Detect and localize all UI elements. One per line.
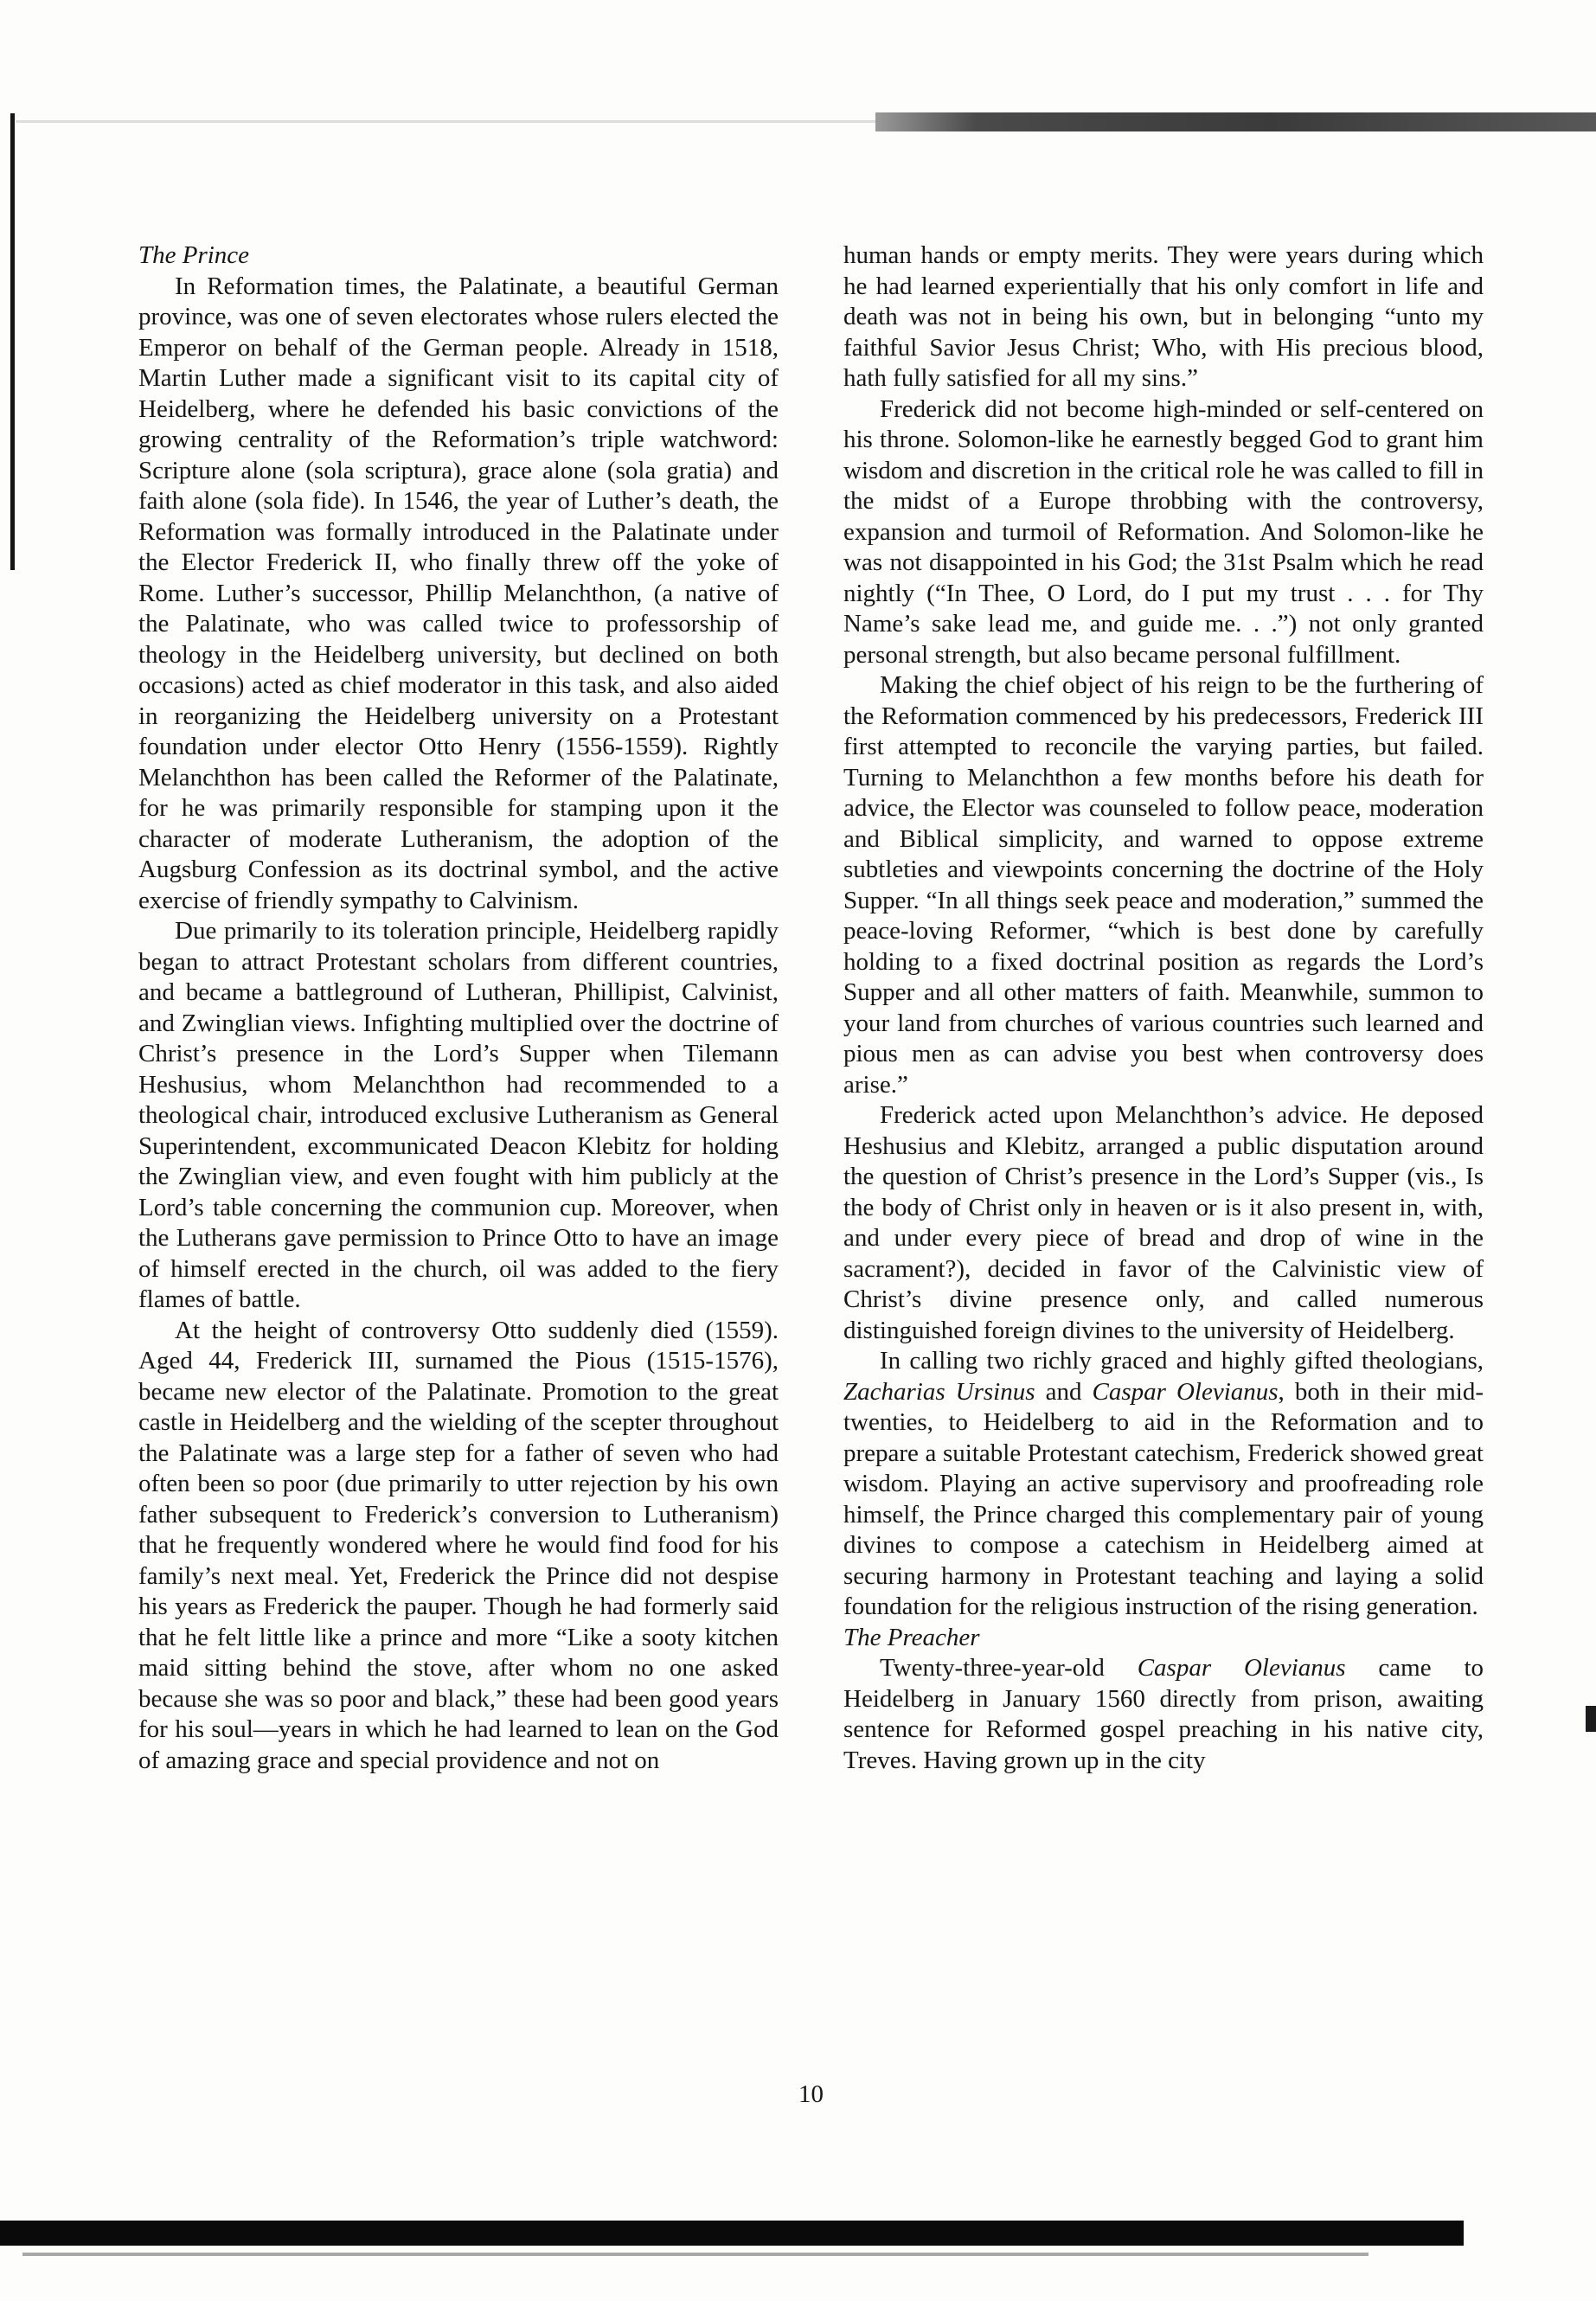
paragraph-8-text-post: came to Heidelberg in January 1560 directly from prison, awaiting sentence for Reformed gospel preaching in his native city, Treves. Having grown up in the city <box>843 1654 1484 1774</box>
section-heading-the-preacher: The Preacher <box>843 1623 980 1651</box>
paragraph-7 <box>843 1346 1484 1623</box>
scan-artifact-right-edge <box>1586 1706 1596 1732</box>
paragraph-6: Frederick acted upon Melanchthon’s advice. He deposed Heshusius and Klebitz, arranged a public disputation around the question of Christ’s presence in the Lord’s Supper (vis., Is the body of Christ only in heaven or is it also present in, with, and under every piece of bread and drop of wine in the sacrament?), decided in favor of the Calvinistic view of Christ’s divine presence only, and called numerous distinguished foreign divines to the university of Heidelberg. <box>843 1101 1484 1344</box>
name-caspar-olevianus: Caspar Olevianus <box>1092 1377 1279 1406</box>
scan-artifact-left-edge <box>10 113 15 570</box>
scan-artifact-top-band <box>875 112 1596 131</box>
scan-artifact-top-line <box>16 120 881 123</box>
paragraph-3-continued: human hands or empty merits. They were years during which he had learned experientially that his only comfort in life and death was not in being his own, but in belonging “unto my faithful Savior Jesus Christ; Who, with His precious blood, hath fully satisfied for all my sins.” <box>843 241 1484 392</box>
column-right <box>843 240 1484 1776</box>
scan-artifact-bottom-line <box>22 2253 1368 2256</box>
page-number: 10 <box>798 2080 824 2108</box>
paragraph-3: At the height of controversy Otto suddenly died (1559). Aged 44, Frederick III, surnamed the Pious (1515-1576), became new elector of the Palatinate. Promotion to the great castle in Heidelberg and the wielding of the scepter throughout the Palatinate was a large step for a father of seven who had often been so poor (due primarily to utter rejection by his own father subsequent to Frederick’s conversion to Lutheranism) that he frequently wondered where he would find food for his family’s next meal. Yet, Frederick the Prince did not despise his years as Frederick the pauper. Though he had formerly said that he felt little like a prince and more “Like a sooty kitchen maid sitting behind the stove, after whom no one asked because she was so poor and black,” these had been good years for his soul—years in which he had learned to lean on the God of amazing grace and special providence and not on <box>138 1316 779 1774</box>
name-caspar-olevianus: Caspar Olevianus <box>1137 1654 1346 1682</box>
paragraph-7-text-post: , both in their mid-twenties, to Heidelberg to aid in the Reformation and to prepare a suitable Protestant catechism, Frederick showed great wisdom. Playing an active supervisory and proofreading role himself, the Prince charged this complementary pair of young divines to compose a catechism in Heidelberg aimed at securing harmony in Protestant teaching and laying a solid foundation for the religious instruction of the rising generation. <box>843 1377 1484 1620</box>
paragraph-5: Making the chief object of his reign to be the furthering of the Reformation commenced by his predecessors, Frederick III first attempted to reconcile the varying parties, but failed. Turning to Melanchthon a few months before his death for advice, the Elector was counseled to follow peace, moderation and Biblical simplicity, and warned to oppose extreme subtleties and viewpoints concerning the doctrine of the Holy Supper. “In all things seek peace and moderation,” summed the peace-loving Reformer, “which is best done by carefully holding to a fixed doctrinal position as regards the Lord’s Supper and all other matters of faith. Meanwhile, summon to your land from churches of various countries such learned and pious men as can advise you best when controversy does arise.” <box>843 671 1484 1099</box>
name-zacharias-ursinus: Zacharias Ursinus <box>843 1377 1035 1406</box>
paragraph-8-text-pre: Twenty-three-year-old <box>880 1654 1138 1682</box>
scan-artifact-bottom-bar <box>0 2221 1464 2246</box>
paragraph-7-text-mid: and <box>1035 1377 1093 1406</box>
paragraph-4: Frederick did not become high-minded or self-centered on his throne. Solomon-like he earnestly begged God to grant him wisdom and discretion in the critical role he was called to fill in the midst of a Europe throbbing with the controversy, expansion and turmoil of Reformation. And Solomon-like he was not disappointed in his God; the 31st Psalm which he read nightly (“In Thee, O Lord, do I put my trust . . . for Thy Name’s sake lead me, and guide me. . .”) not only granted personal strength, but also became personal fulfillment. <box>843 394 1484 669</box>
column-left <box>138 240 779 1776</box>
section-heading-the-prince: The Prince <box>138 241 250 269</box>
paragraph-7-text-pre: In calling two richly graced and highly gifted theologians, <box>880 1347 1484 1375</box>
paragraph-2: Due primarily to its toleration principle, Heidelberg rapidly began to attract Protestant scholars from different countries, and became a battleground of Lutheran, Phillipist, Calvinist, and Zwinglian views. Infighting multiplied over the doctrine of Christ’s presence in the Lord’s Supper when Tilemann Heshusius, whom Melanchthon had recommended to a theological chair, introduced exclusive Lutheranism as General Superintendent, excommunicated Deacon Klebitz for holding the Zwinglian view, and even fought with him publicly at the Lord’s table concerning the communion cup. Moreover, when the Lutherans gave permission to Prince Otto to have an image of himself erected in the church, oil was added to the fiery flames of battle. <box>138 917 779 1313</box>
paragraph-1: In Reformation times, the Palatinate, a beautiful German province, was one of seven electorates whose rulers elected the Emperor on behalf of the German people. Already in 1518, Martin Luther made a significant visit to its capital city of Heidelberg, where he defended his basic convictions of the growing centrality of the Reformation’s triple watchword: Scripture alone (sola scriptura), grace alone (sola gratia) and faith alone (sola fide). In 1546, the year of Luther’s death, the Reformation was formally introduced in the Palatinate under the Elector Frederick II, who finally threw off the yoke of Rome. Luther’s successor, Phillip Melanchthon, (a native of the Palatinate, who was called twice to professorship of theology in the Heidelberg university, but declined on both occasions) acted as chief moderator in this task, and also aided in reorganizing the Heidelberg university on a Protestant foundation under elector Otto Henry (1556-1559). Rightly Melanchthon has been called the Reformer of the Palatinate, for he was primarily responsible for stamping upon it the character of moderate Lutheranism, the adoption of the Augsburg Confession as its doctrinal symbol, and the active exercise of friendly sympathy to Calvinism. <box>138 272 779 914</box>
article-body <box>138 240 1484 1776</box>
paragraph-8 <box>843 1653 1484 1776</box>
